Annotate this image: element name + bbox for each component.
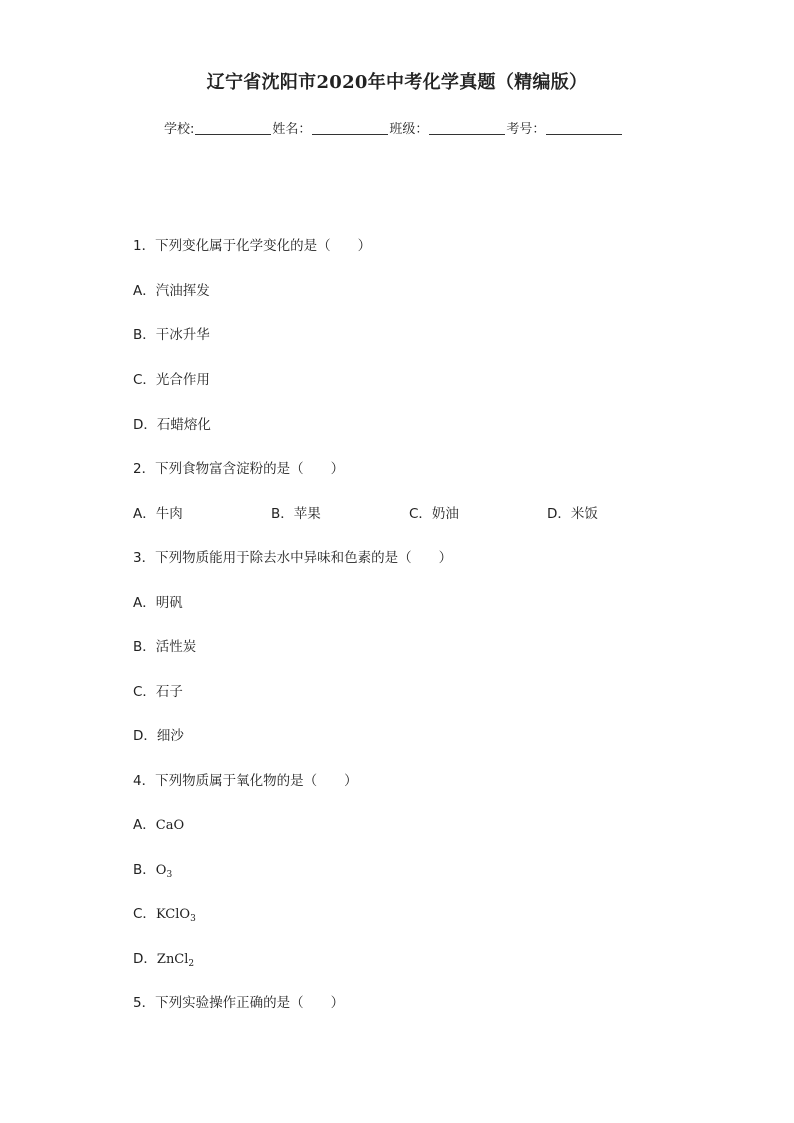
question-2-option-d: D．米饭 <box>547 506 598 522</box>
name-label: 姓名： <box>272 122 312 137</box>
option-prefix: A． <box>133 817 156 833</box>
formula-cao: CaO <box>155 818 185 833</box>
formula-zncl2: ZnCl <box>156 952 189 967</box>
option-prefix: B． <box>133 862 156 878</box>
question-3-option-a: A．明矾 <box>133 595 183 611</box>
subscript: 2 <box>188 959 195 969</box>
question-1-option-b: B．干冰升华 <box>133 327 210 343</box>
question-2-stem: 2．下列食物富含淀粉的是（ ） <box>133 461 345 477</box>
school-blank[interactable] <box>195 120 271 135</box>
question-2-option-b: B．苹果 <box>271 506 321 522</box>
question-3-stem: 3．下列物质能用于除去水中异味和色素的是（ ） <box>133 550 453 566</box>
page-title: 辽宁省沈阳市2020年中考化学真题（精编版） <box>206 72 588 93</box>
student-info-line <box>164 118 623 137</box>
subscript: 3 <box>166 870 173 880</box>
question-4-stem: 4．下列物质属于氧化物的是（ ） <box>133 773 358 789</box>
option-prefix: D． <box>133 951 157 967</box>
question-1-option-d: D．石蜡熔化 <box>133 417 211 433</box>
class-label: 班级： <box>389 122 429 137</box>
exam-number-blank[interactable] <box>546 120 622 135</box>
question-4-option-a <box>133 813 184 833</box>
question-1-option-a: A．汽油挥发 <box>133 283 210 299</box>
question-2-option-c: C．奶油 <box>409 506 459 522</box>
class-blank[interactable] <box>429 120 505 135</box>
question-3-option-c: C．石子 <box>133 684 183 700</box>
school-label: 学校: <box>164 122 195 137</box>
question-2-option-a: A．牛肉 <box>133 506 183 522</box>
formula-kclo3: KClO <box>155 907 191 922</box>
subscript: 3 <box>190 914 196 924</box>
question-3-option-d: D．细沙 <box>133 728 184 744</box>
question-5-stem: 5．下列实验操作正确的是（ ） <box>133 995 345 1011</box>
question-4-option-c <box>133 902 196 924</box>
name-blank[interactable] <box>312 120 388 135</box>
exam-number-label: 考号： <box>506 122 546 137</box>
question-4-option-b <box>133 858 172 880</box>
question-4-option-d <box>133 947 194 969</box>
question-1-option-c: C．光合作用 <box>133 372 210 388</box>
question-1-stem: 1．下列变化属于化学变化的是（ ） <box>133 238 372 254</box>
question-3-option-b: B．活性炭 <box>133 639 197 655</box>
option-prefix: C． <box>133 906 156 922</box>
formula-o3: O <box>155 863 167 878</box>
